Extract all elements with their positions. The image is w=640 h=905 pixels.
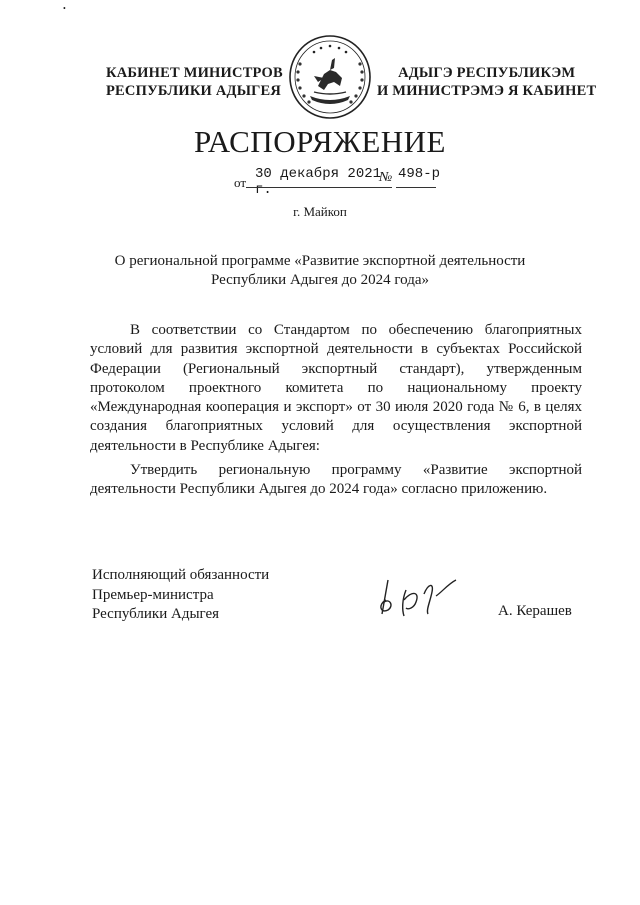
signer-name: А. Керашев [498, 603, 572, 619]
subject-line1: О региональной программе «Развитие экспортной деятельности [114, 253, 526, 269]
coat-of-arms-icon [288, 34, 372, 120]
document-subject [70, 252, 570, 290]
number-underline [396, 187, 436, 188]
header-left-line2: РЕСПУБЛИКИ АДЫГЕЯ [106, 83, 282, 99]
signer-position-line3: Республики Адыгея [92, 606, 220, 622]
handwritten-signature-icon [372, 570, 462, 620]
signer-position-line2: Премьер-министра [92, 586, 214, 603]
subject-line2: Республики Адыгея до 2024 года» [210, 272, 430, 288]
body-paragraph-1: В соответствии со Стандартом по обеспечению благоприятных условий для развития экспортной деятельности в субъектах Российской Федерации (Региональный экспортный стандарт), утвержденным протоколом проектного комитета по национальному проекту «Международная кооперация и экспорт» от 30 июля 2020 года № 6, в целях создания благоприятных условий для осуществления экспортной деятельности в Республике Адыгея: [90, 322, 582, 454]
scan-mark: • [63, 4, 66, 13]
header-right-line2: И МИНИСТРЭМЭ Я КАБИНЕТ [377, 83, 597, 99]
signer-position [92, 566, 269, 625]
document-number: 498-р [398, 166, 441, 182]
date-prefix: от [234, 175, 247, 190]
signer-position-line1: Исполняющий обязанности [92, 567, 270, 583]
body-paragraph-2: Утвердить региональную программу «Развитие экспортной деятельности Республики Адыгея до 2024 года» согласно приложению. [90, 462, 582, 498]
document-date: 30 декабря 2021 г. [255, 166, 382, 198]
header-left [106, 64, 283, 100]
document-title: РАСПОРЯЖЕНИЕ [194, 124, 446, 159]
date-underline [246, 187, 392, 188]
header-right-line1: АДЫГЭ РЕСПУБЛИКЭМ [398, 65, 576, 81]
header-right [377, 64, 596, 100]
header-left-line1: КАБИНЕТ МИНИСТРОВ [106, 65, 283, 81]
number-sign: № [379, 170, 393, 185]
city: г. Майкоп [293, 204, 347, 219]
